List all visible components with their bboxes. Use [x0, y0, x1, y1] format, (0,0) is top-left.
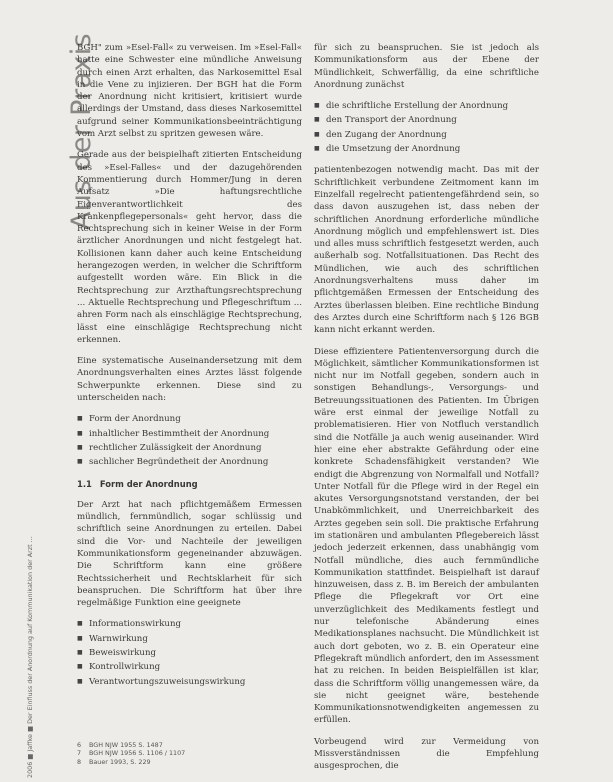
list-item: ■ die Umsetzung der Anordnung: [314, 143, 539, 155]
footnote: [77, 758, 302, 766]
footnote-number: 6: [77, 741, 82, 749]
list-item: ■ Form der Anordnung: [77, 413, 302, 425]
right-column: [314, 42, 539, 782]
list-item: ■ Beweiswirkung: [77, 647, 302, 659]
footnote-text: Bauer 1993, S. 229: [89, 757, 151, 766]
paragraph: Vorbeugend wird zur Vermeidung von Missverständnissen die Empfehlung ausgesprochen, die: [314, 736, 539, 772]
paragraph: Der Arzt hat nach pflichtgemäßem Ermessen mündlich, fernmündlich, sogar schlüssig und schriftlich seine Anordnungen zu erteilen. Dabei sind die Vor- und Nachteile der jeweiligen Kommunikationsform gegeneinander abzuwägen. Die Schriftform kann eine größere Rechtssicherheit und Rechtsklarheit für sich beanspruchen. Die Schriftform hat über ihre regelmäßige Funktion eine geeignete: [77, 499, 302, 609]
footnote-text: BGH NJW 1956 S. 1106 / 1107: [89, 749, 186, 758]
paragraph: Eine systematische Auseinandersetzung mit dem Anordnungsverhalten eines Arztes lässt folgende Schwerpunkte erkennen. Diese sind zu unterscheiden nach:: [77, 356, 302, 404]
list-item: ■ Kontrollwirkung: [77, 661, 302, 673]
list-item: ■ inhaltlicher Bestimmtheit der Anordnung: [77, 428, 302, 440]
left-column: [77, 42, 302, 697]
section-heading: [77, 478, 302, 490]
list-item: ■ die schriftliche Erstellung der Anordnung: [314, 100, 539, 112]
paragraph: für sich zu beanspruchen. Sie ist jedoch als Kommunikationsform aus der Ebene der Mündlichkeit, Schwerfällig, da eine schriftliche Anordnung zunächst: [314, 43, 539, 90]
paragraph: patientenbezogen notwendig macht. Das mit der Schriftlichkeit verbundene Zeitmoment kann im Einzelfall regelrecht patientengefährdend sein, so dass davon auszugehen ist, dass neben der schriftlichen Anordnung erforderliche mündliche Anordnung möglich und empfehlenswert ist. Dies und alles muss schriftlich festgesetzt werden, auch außerhalb sog. Notfallsituationen. Das Recht des Mündlichen, wie auch des schriftlichen Anordnungsverhaltens muss daher im pflichtgemäßen Ermessen der Entscheidung des Arztes überlassen bleiben. Eine rechtliche Bindung des Arztes durch eine Schriftform nach § 126 BGB kann nicht erkannt werden.: [314, 165, 539, 336]
bullet-list: [314, 100, 539, 155]
paragraph: BGH" zum »Esel-Fall« zu verweisen. Im »Esel-Fall« hatte eine Schwester eine mündliche Anweisung durch einen Arzt erhalten, das Narkosemittel Esal in die Vene zu injizieren. Der BGH hat die Form der Anordnung nicht kritisiert, kritisiert wurde allerdings der Umstand, dass dieses Narkosemittel aufgrund seiner Kommunikationsbeeinträchtigung vom Arzt selbst zu spritzen gewesen wäre.: [77, 43, 302, 140]
paragraph: Diese effizientere Patientenversorgung durch die Möglichkeit, sämtlicher Kommunikationsformen ist nicht nur im Notfall gegeben, sondern auch in sonstigen Behandlungs-, Versorgungs- und Betreuungssituationen des Patienten. Im Übrigen wäre erst einmal der jeweilige Notfall zu problematisieren. Hier von Notfluch verstandlich sind die Notfälle ja auch wenig auseinander. Wird hier eine eher abstrakte Gefährdung oder eine konkrete Schadensfähigkeit verstanden? Wie endigt die Abgrenzung von Normalfall und Notfall? Unter Notfall für die Pflege wird in der Regel ein akutes Versorgungsnotstand verstanden, der bei Unabkömmlichkeit, und Unerreichbarkeit des Arztes gegeben sein soll. Die praktische Erfahrung im stationären und ambulanten Pflegebereich lässt jedoch jederzeit erkennen, dass unabhängig vom Notfall mündliche, dies auch fernmündliche Kommunikation stattfindet. Beispielhaft ist darauf hinzuweisen, dass z. B. im Bereich der ambulanten Pflege die Pflegekraft vor Ort eine unverzüglichkeit des Medikaments festlegt und nur telefonische Abänderung eines Medikationsplanes nachsucht. Die Mündlichkeit ist auch dort geboten, wo z. B. ein Operateur eine Pflegekraft mündlich anfordert, den im Assessment hat zu reichen. In beiden Beispielfällen ist klar, dass die Schriftform völlig unangemessen wäre, da sie nicht geeignet wäre, bestehende Kommunikationsnotwendigkeiten angemessen zu erfüllen.: [314, 346, 539, 726]
section-title: Form der Anordnung: [99, 478, 198, 489]
footnote-number: 7: [77, 749, 82, 758]
list-item: ■ den Transport der Anordnung: [314, 114, 539, 126]
list-item: ■ sachlicher Begründetheit der Anordnung: [77, 456, 302, 468]
spine-text: 2006 ■ Jaffke ■ Der Einfluss der Anordnung auf Kommunikation der Arzt ...: [26, 536, 34, 778]
list-item: ■ Warnwirkung: [77, 633, 302, 645]
bullet-list: [77, 413, 302, 468]
list-item: ■ Informationswirkung: [77, 618, 302, 630]
footnote: [77, 749, 302, 757]
list-item: ■ den Zugang der Anordnung: [314, 129, 539, 141]
list-item: ■ rechtlicher Zulässigkeit der Anordnung: [77, 442, 302, 454]
footnotes: [77, 741, 302, 766]
side-heading-text: Aus der Praxis: [66, 33, 97, 230]
section-side-heading: [30, 30, 97, 230]
section-number: 1.1: [77, 478, 92, 489]
footnote: [77, 741, 302, 749]
spine-running-text: [14, 536, 34, 780]
footnote-number: 8: [77, 757, 82, 766]
paragraph: Gerade aus der beispielhaft zitierten Entscheidung des »Esel-Falles« und der dazugehörenden Kommentierung durch Hommer/Jung in deren Aufsatz »Die haftungsrechtliche Eigenverantwortlichkeit des Krankenpflegepersonals« geht hervor, dass die Rechtsprechung sich in keiner Weise in der Form ärztlicher Anordnungen und nicht festgelegt hat. Kollisionen kann daher auch keine Entscheidung herangezogen werden, in welcher die Schriftform aufgestellt worden wäre. Ein Blick in die Rechtsprechung zur Arzthaftungsrechtsprechung ... Aktuelle Rechtsprechung und Pflegeschriftum ... ahren Form nach als einschlägige Rechtsprechung, lässt eine einschlägige Rechtsprechung nicht erkennen.: [77, 150, 302, 345]
bullet-list: [77, 618, 302, 687]
footnote-text: BGH NJW 1955 S. 1487: [89, 741, 163, 749]
list-item: ■ Verantwortungszuweisungswirkung: [77, 676, 302, 688]
